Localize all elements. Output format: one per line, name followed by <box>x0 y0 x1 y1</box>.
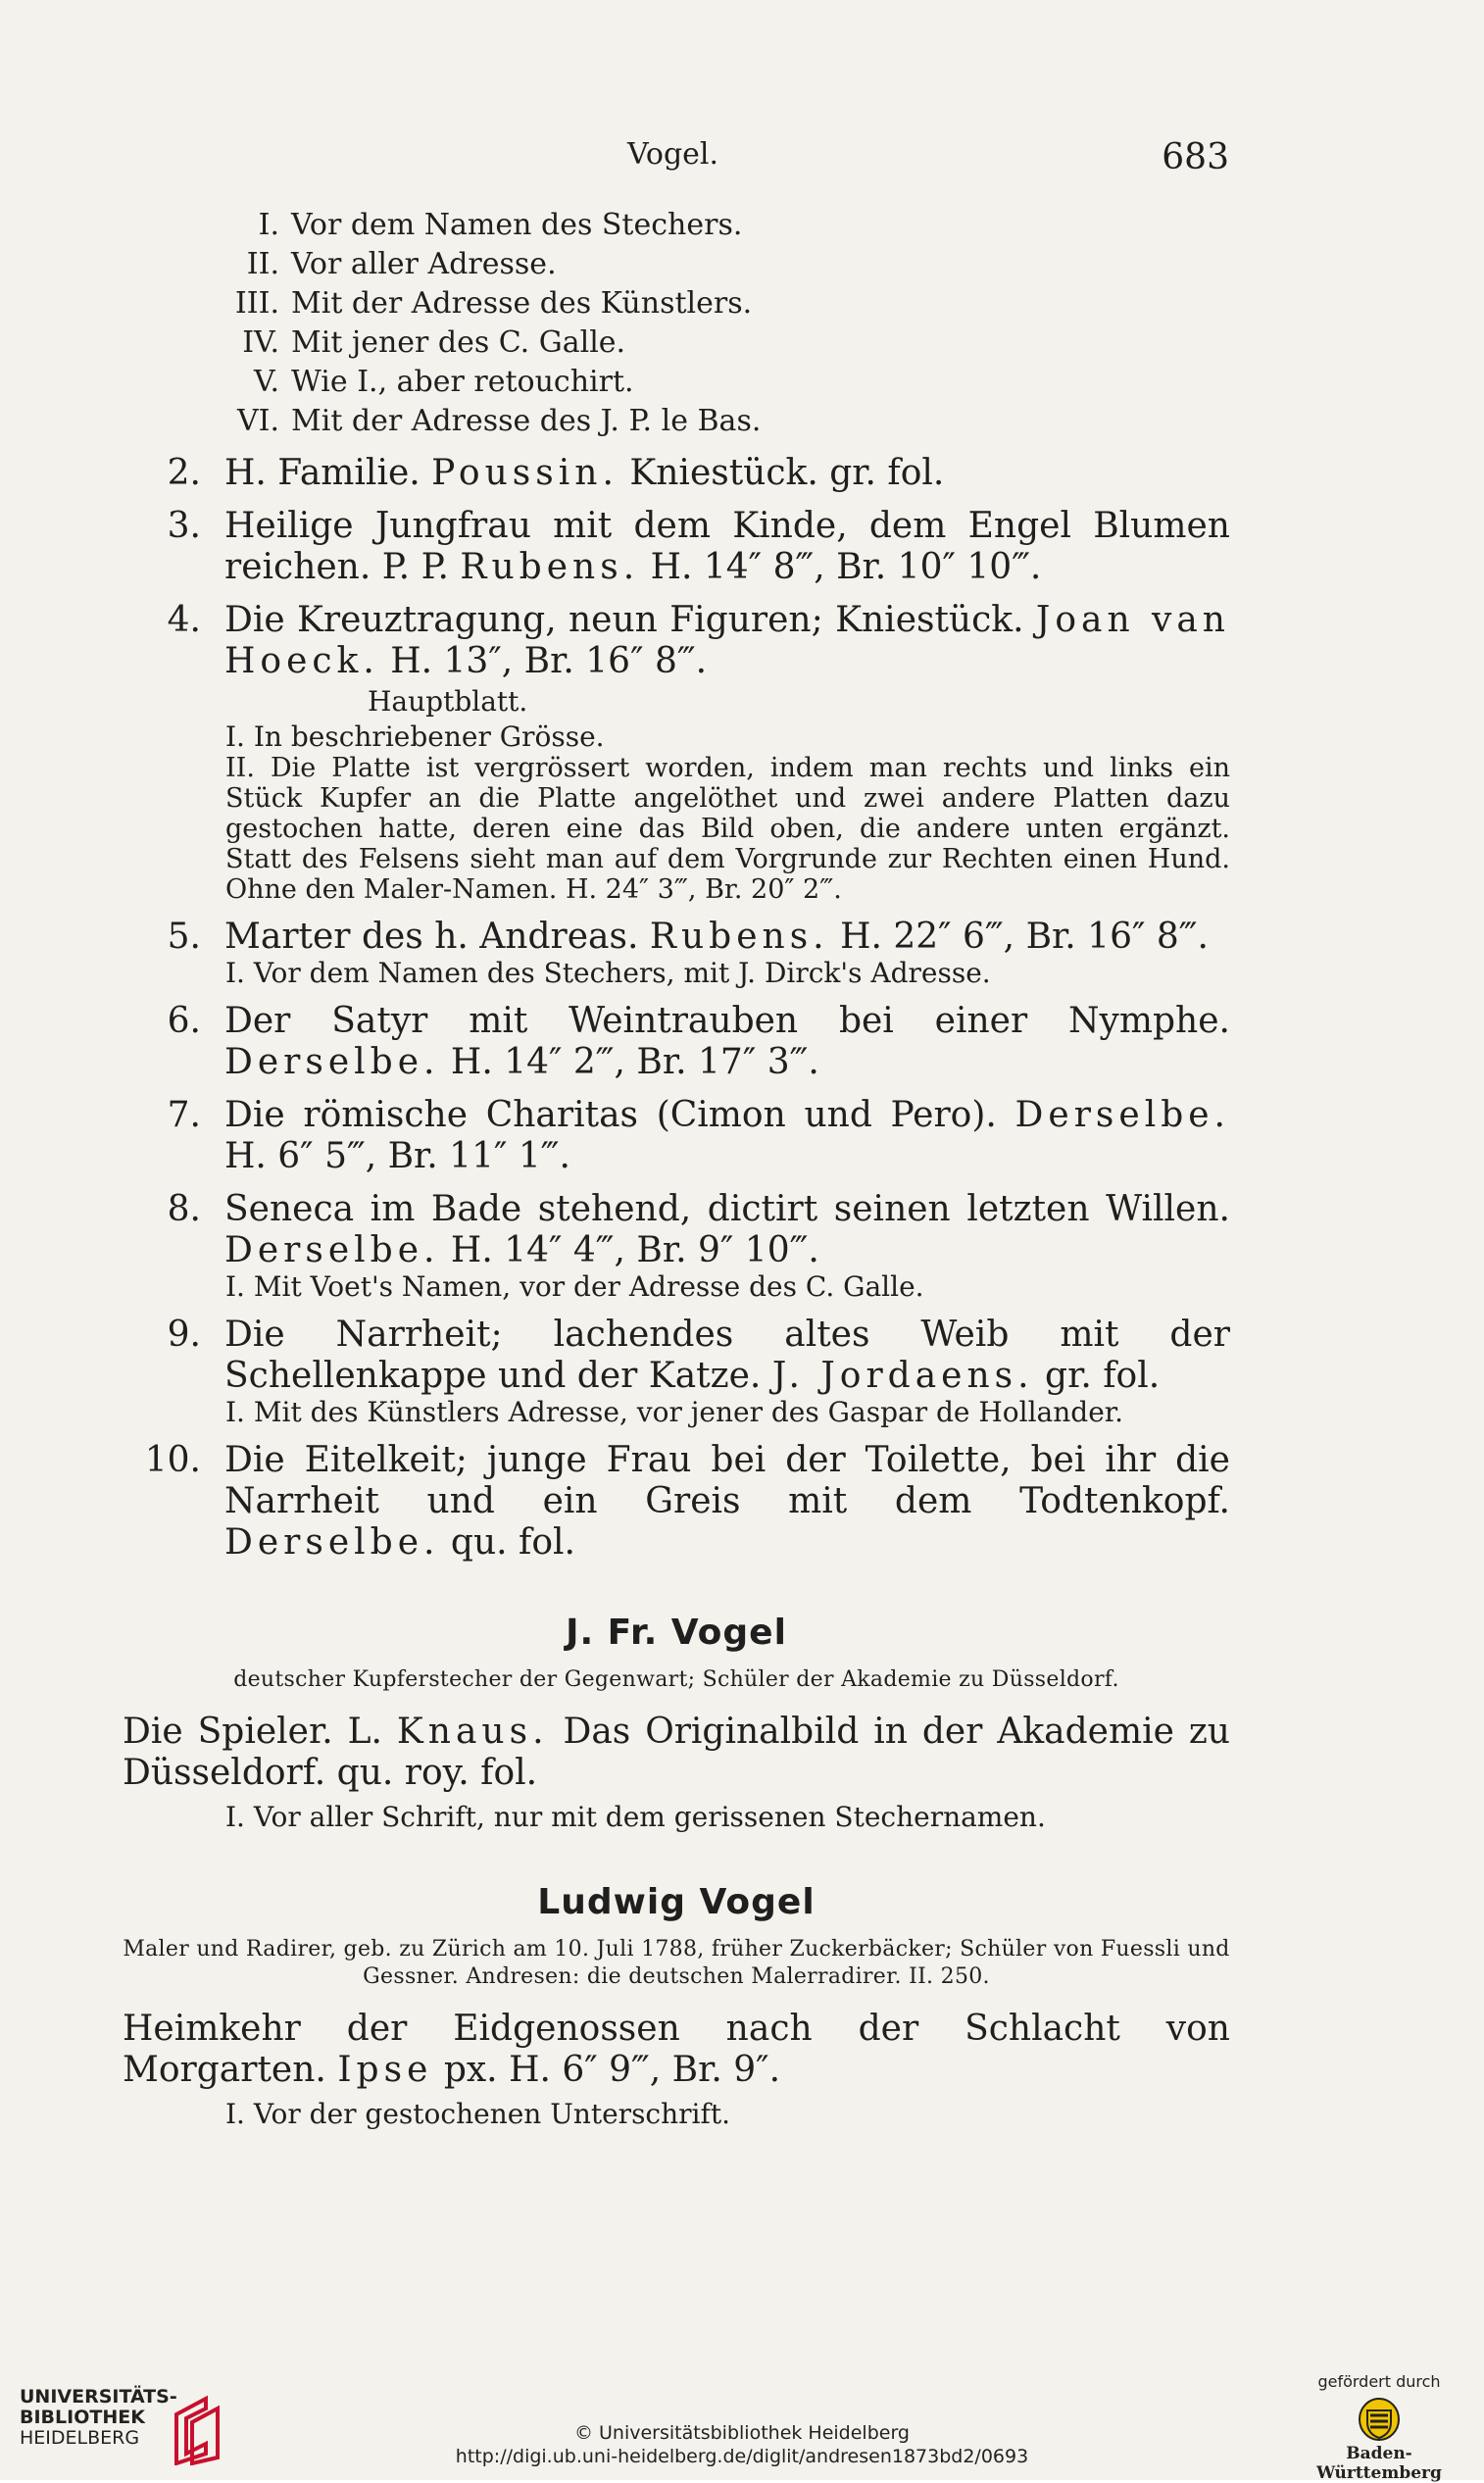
library-name-line: HEIDELBERG <box>20 2427 140 2449</box>
entry-details: H. 14″ 2‴, Br. 17″ 3‴. <box>450 1042 819 1082</box>
footer <box>0 2372 1484 2483</box>
entry-artist: J. Jordaens. <box>771 1356 1034 1396</box>
funder-name: Baden-Württemberg <box>1316 2444 1442 2483</box>
header-title: Vogel. <box>627 137 719 172</box>
source-url-link[interactable]: http://digi.ub.uni-heidelberg.de/diglit/andresen1873bd2/0693 <box>455 2446 1029 2467</box>
entry-artist: Joan van Hoeck. <box>224 600 1230 681</box>
catalog-entry <box>123 1095 1230 1177</box>
catalog-entry <box>123 600 1230 682</box>
entry-details: qu. fol. <box>450 1522 575 1563</box>
entry-number: 9. <box>167 1315 201 1355</box>
entry-number: 5. <box>167 917 201 957</box>
entry-artist: Derselbe. <box>224 1042 440 1082</box>
entry-state: I. Vor dem Namen des Stechers, mit J. Dirck's Adresse. <box>225 957 991 989</box>
entry-details: gr. fol. <box>1045 1356 1161 1396</box>
entry-artist: Derselbe. <box>224 1230 440 1270</box>
entry-title: Seneca im Bade stehend, dictirt seinen letzten Willen. <box>224 1189 1230 1229</box>
entry-state: I. Vor der gestochenen Unterschrift. <box>225 2098 731 2130</box>
entry-details: H. 6″ 5‴, Br. 11″ 1‴. <box>224 1136 570 1176</box>
funder-label: gefördert durch <box>1317 2372 1441 2391</box>
state-line: I. Vor dem Namen des Stechers. <box>258 208 743 242</box>
entry-title: Die Narrheit; lachendes altes Weib mit der Schellenkappe und der Katze. <box>224 1315 1230 1396</box>
entry-details: H. 22″ 6‴, Br. 16″ 8‴. <box>840 917 1209 957</box>
work-entry: Die Spieler. L. Knaus. Das Originalbild in der Akademie zu Düsseldorf. qu. roy. fol. <box>123 1712 1230 1793</box>
catalog-entry <box>123 506 1230 588</box>
entry-number: 7. <box>167 1095 201 1135</box>
entry-artist: Derselbe. <box>1014 1095 1230 1135</box>
state-line: V. Wie I., aber retouchirt. <box>254 365 634 399</box>
entry-title: H. Familie. <box>224 453 420 493</box>
entry-title: Der Satyr mit Weintrauben bei einer Nymphe. <box>224 1001 1230 1041</box>
state-line: III. Mit der Adresse des Künstlers. <box>234 286 753 321</box>
entry-title: Die römische Charitas (Cimon und Pero). <box>224 1095 997 1135</box>
work-entry: Heimkehr der Eidgenossen nach der Schlacht von Morgarten. Ipse px. H. 6″ 9‴, Br. 9″. <box>123 2009 1230 2090</box>
entry-number: 2. <box>167 453 201 493</box>
artist-heading: Ludwig Vogel <box>537 1882 816 1922</box>
entry-number: 3. <box>167 506 201 546</box>
catalog-entry <box>123 1001 1230 1083</box>
artist-heading: J. Fr. Vogel <box>566 1613 787 1653</box>
entry-state: I. In beschriebener Grösse. <box>225 720 605 753</box>
entry-state: II. Die Platte ist vergrössert worden, indem man rechts und links ein Stück Kupfer an die Platte angelöthet und zwei andere Platten dazu gestochen hatte, deren eine das Bild oben, die andere unten ergänzt. Statt des Felsens sieht man auf dem Vorgrunde zur Rechten einen Hund. Ohne den Maler-Namen. H. 24″ 3‴, Br. 20″ 2‴. <box>225 753 1230 905</box>
entry-number: 4. <box>167 600 201 640</box>
entry-number: 8. <box>167 1189 201 1229</box>
catalog-entry <box>123 917 1230 958</box>
catalog-entry <box>123 1440 1230 1564</box>
funder-block <box>1296 2372 1462 2483</box>
entry-number: 6. <box>167 1001 201 1041</box>
page-number: 683 <box>1162 137 1229 177</box>
artist-bio: Maler und Radirer, geb. zu Zürich am 10. Juli 1788, früher Zuckerbäcker; Schüler von Fuessli und Gessner. Andresen: die deutschen Malerradirer. II. 250. <box>123 1937 1230 1989</box>
coat-of-arms-icon <box>1358 2397 1401 2442</box>
entry-state: I. Mit des Künstlers Adresse, vor jener des Gaspar de Hollander. <box>225 1396 1123 1428</box>
entry-note: Hauptblatt. <box>368 685 528 718</box>
artist-bio: deutscher Kupferstecher der Gegenwart; Schüler der Akademie zu Düsseldorf. <box>233 1667 1119 1692</box>
entry-number: 10. <box>144 1440 201 1480</box>
entry-title: Heilige Jungfrau mit dem Kinde, dem Engel Blumen reichen. P. P. <box>224 506 1230 587</box>
page-body <box>123 206 1230 2130</box>
entry-title: Die Eitelkeit; junge Frau bei der Toilette, bei ihr die Narrheit und ein Greis mit dem Todtenkopf. <box>224 1440 1230 1521</box>
footer-credits <box>0 2421 1484 2468</box>
copyright-text: © Universitätsbibliothek Heidelberg <box>573 2422 910 2444</box>
state-line: VI. Mit der Adresse des J. P. le Bas. <box>236 404 762 438</box>
entry-artist: Rubens. <box>649 917 829 957</box>
entry-artist: Rubens. <box>460 547 640 587</box>
library-name-line: BIBLIOTHEK <box>20 2407 145 2428</box>
entry-title: Marter des h. Andreas. <box>224 917 639 957</box>
entry-artist: Derselbe. <box>224 1522 440 1563</box>
state-line: IV. Mit jener des C. Galle. <box>242 325 626 360</box>
entry-details: Kniestück. gr. fol. <box>629 453 945 493</box>
entry-details: H. 14″ 4‴, Br. 9″ 10‴. <box>450 1230 819 1270</box>
entry-artist: Poussin. <box>431 453 618 493</box>
entry-state: I. Mit Voet's Namen, vor der Adresse des C. Galle. <box>225 1270 924 1303</box>
state-line: II. Vor aller Adresse. <box>246 247 557 281</box>
catalog-entry <box>123 1315 1230 1397</box>
library-name-line: UNIVERSITÄTS- <box>20 2386 177 2408</box>
entry-details: H. 13″, Br. 16″ 8‴. <box>390 641 708 681</box>
catalog-entry <box>123 453 1230 494</box>
running-header <box>127 137 1229 186</box>
catalog-entry <box>123 1189 1230 1271</box>
entry-details: H. 14″ 8‴, Br. 10″ 10‴. <box>650 547 1042 587</box>
entry-state: I. Vor aller Schrift, nur mit dem gerissenen Stechernamen. <box>225 1801 1046 1833</box>
entry-title: Die Kreuztragung, neun Figuren; Kniestück. <box>224 600 1024 640</box>
